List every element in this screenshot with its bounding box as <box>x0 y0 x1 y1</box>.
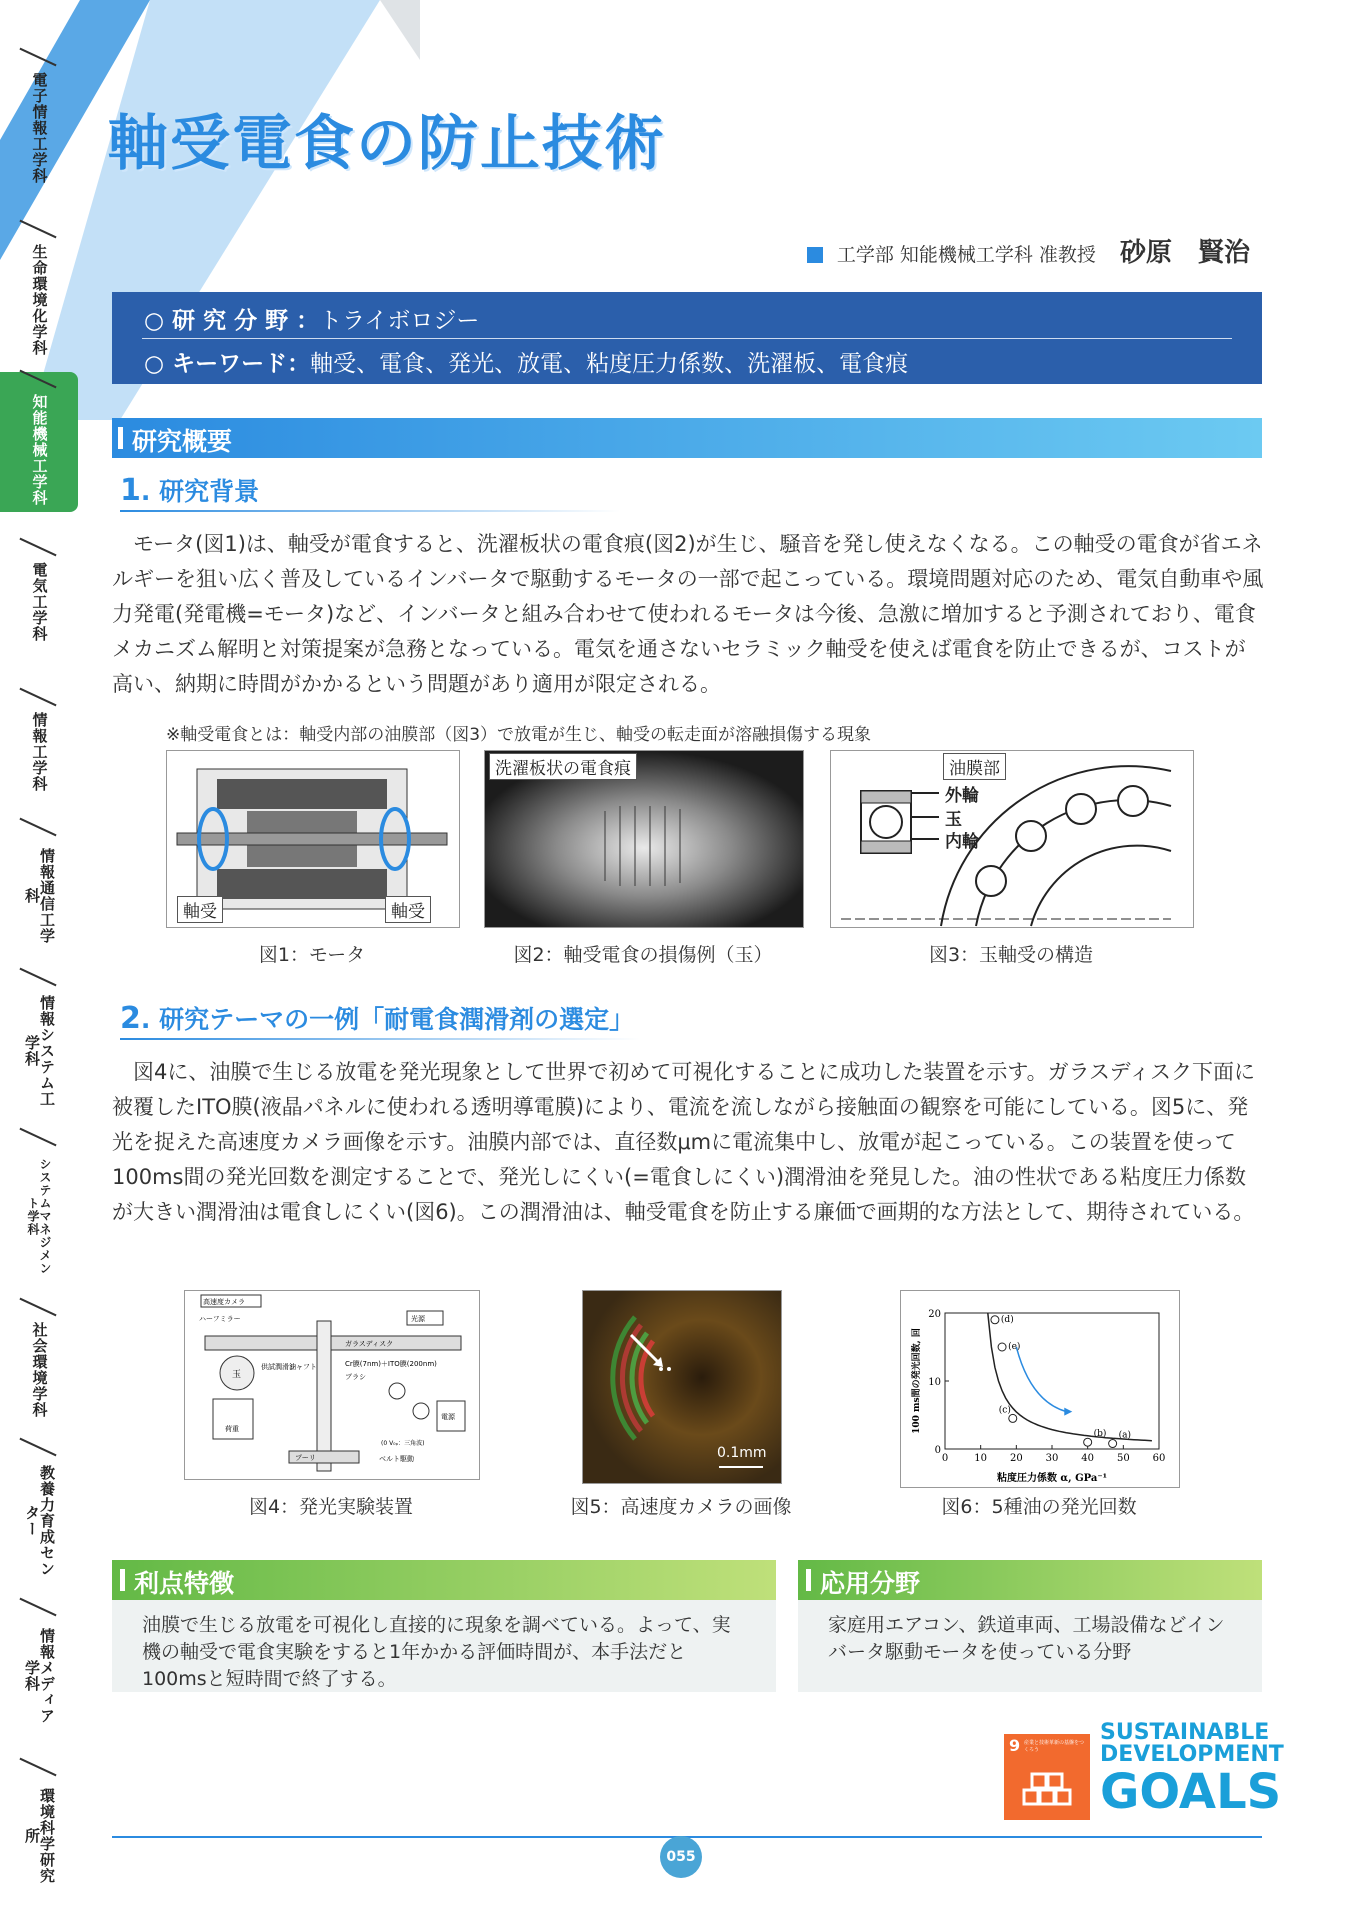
sidebar-item-label: 情報システム工学科 <box>23 995 56 1107</box>
sidebar-item-label: 社会環境学科 <box>30 1322 49 1418</box>
figure-3-bearing-structure <box>830 750 1194 928</box>
sidebar-item-6[interactable] <box>0 970 78 1110</box>
figure-3-caption: 図3：玉軸受の構造 <box>928 944 1094 966</box>
fig4-power-text: 電源 <box>441 1413 455 1421</box>
x-tick-label: 60 <box>1152 1453 1166 1464</box>
sidebar-item-label: 情報メディア学科 <box>23 1628 56 1724</box>
y-tick-label: 10 <box>928 1377 941 1388</box>
sidebar-item-label: 情報工学科 <box>30 712 49 792</box>
data-point <box>998 1343 1006 1351</box>
sidebar-item-5[interactable] <box>0 820 78 950</box>
fig4-coating-text: Cr膜(7nm)＋ITO膜(200nm) <box>345 1360 437 1368</box>
figure-1-motor <box>166 750 460 928</box>
keyword-value: 軸受、電食、発光、放電、粘度圧力係数、洗濯板、電食痕 <box>310 351 909 377</box>
sidebar-item-2[interactable] <box>0 372 78 512</box>
fig2-label: 洗濯板状の電食痕 <box>489 753 637 780</box>
y-tick-label: 20 <box>928 1309 941 1320</box>
figure-2-caption: 図2：軸受電食の損傷例（玉） <box>513 944 773 966</box>
keyword-row: ○ キーワード：軸受、電食、発光、放電、粘度圧力係数、洗濯板、電食痕 <box>144 351 909 377</box>
sidebar-item-label: システムマネジメント学科 <box>26 1157 52 1275</box>
research-info-box <box>112 292 1262 384</box>
data-point <box>1084 1438 1092 1446</box>
sidebar-item-0[interactable] <box>0 50 78 200</box>
figure-6-caption: 図6：5種油の発光回数 <box>941 1496 1137 1518</box>
x-tick-label: 50 <box>1116 1453 1130 1464</box>
figure-4-apparatus <box>184 1290 480 1480</box>
data-point-label: (d) <box>1000 1314 1014 1325</box>
figure-5-camera-image <box>582 1290 782 1484</box>
electrolytic-note: ※軸受電食とは：軸受内部の油膜部（図3）で放電が生じ、軸受の転走面が溶融損傷する現象 <box>166 725 872 745</box>
section1-body: モータ(図1)は、軸受が電食すると、洗濯板状の電食痕(図2)が生じ、騒音を発し使えなくなる。この軸受の電食が省エネルギーを狙い広く普及しているインバータで駆動するモータの一部で起こっている。環境問題対応のため、電気自動車や風力発電(発電機=モータ)など、インバータと組み合わせて使われるモータは今後、急激に増加すると予測されており、電食メカニズム解明と対策提案が急務となっている。電気を通さないセラミック軸受を使えば電食を防止できるが、コストが高い、納期に時間がかかるという問題があり適用が限定される。 <box>112 532 1264 696</box>
fig4-light-text: 光源 <box>411 1315 425 1323</box>
research-field-value: トライボロジー <box>319 308 480 334</box>
x-tick-label: 0 <box>941 1453 949 1464</box>
sdg-goal-9-icon: 9 産業と技術革新の基盤をつくろう <box>1004 1734 1090 1820</box>
x-tick-label: 30 <box>1045 1453 1059 1464</box>
author-name: 砂原 賢治 <box>1119 238 1250 268</box>
sidebar-item-7[interactable] <box>0 1130 78 1280</box>
section1-heading: 1. 研究背景 <box>120 472 259 508</box>
fig1-bearing-label-right: 軸受 <box>385 896 431 923</box>
overview-band <box>112 418 1262 458</box>
sidebar-item-label: 知能機械工学科 <box>30 394 49 506</box>
section2-body: 図4に、油膜で生じる放電を発光現象として世界で初めて可視化することに成功した装置を示す。ガラスディスク下面に被覆したITO膜(液晶パネルに使われる透明導電膜)により、電流を流しながら接触面の観察を可能にしている。図5に、発光を捉えた高速度カメラ画像を示す。油膜内部では、直径数μmに電流集中し、放電が起こっている。この装置を使って100ms間の発光回数を測定することで、発光しにくい(=電食しにくい)潤滑油を発見した。油の性状である粘度圧力係数が大きい潤滑油は電食しにくい(図6)。この潤滑油は、軸受電食を防止する廉価で画期的な方法として、期待されている。 <box>112 1060 1255 1224</box>
data-point-label: (b) <box>1093 1429 1107 1440</box>
data-point <box>1009 1414 1017 1422</box>
figure-6-chart <box>900 1290 1180 1488</box>
sidebar-item-label: 環境科学研究所 <box>23 1788 56 1884</box>
x-tick-label: 40 <box>1081 1453 1095 1464</box>
fig4-load-text: 荷重 <box>225 1425 239 1433</box>
merit-body: 油膜で生じる放電を可視化し直接的に現象を調べている。よって、実機の軸受で電食実験をすると1年かかる評価時間が、本手法だと100msと短時間で終了する。 <box>112 1600 776 1692</box>
fig3-ball-label: 玉 <box>945 810 962 830</box>
trend-arrow-icon <box>1016 1347 1066 1412</box>
data-point <box>1109 1440 1117 1448</box>
overview-heading: 研究概要 <box>132 427 233 456</box>
sidebar-item-label: 情報通信工学科 <box>23 848 56 944</box>
x-tick-label: 10 <box>974 1453 988 1464</box>
y-tick-label: 0 <box>934 1445 941 1456</box>
fig4-camera-text: 高速度カメラ <box>203 1298 245 1306</box>
figure-2-damage-photo <box>484 750 804 928</box>
sidebar-item-4[interactable] <box>0 690 78 800</box>
page-number: 055 <box>660 1836 702 1878</box>
fig5-scale-label: 0.1mm <box>717 1445 767 1461</box>
sidebar-item-11[interactable] <box>0 1760 78 1890</box>
application-header: 応用分野 <box>798 1560 1262 1600</box>
trend-arrowhead-icon <box>1064 1408 1072 1416</box>
fig4-ball-text: 玉 <box>232 1370 242 1380</box>
sidebar-item-3[interactable] <box>0 540 78 660</box>
figure-5-caption: 図5：高速度カメラの画像 <box>570 1496 792 1518</box>
page-title: 軸受電食の防止技術 <box>108 109 666 179</box>
chart-frame <box>945 1313 1159 1449</box>
sidebar-item-8[interactable] <box>0 1300 78 1420</box>
fig4-pulley-text: プーリ <box>295 1454 316 1462</box>
fig4-voltage-text: (0 V₀ₚ：三角波) <box>381 1440 425 1447</box>
fig3-outer-ring-label: 外輪 <box>945 786 979 806</box>
sidebar-item-label: 電気工学科 <box>30 562 49 642</box>
sidebar-item-9[interactable] <box>0 1440 78 1580</box>
application-body: 家庭用エアコン、鉄道車両、工場設備などインバータ駆動モータを使っている分野 <box>798 1600 1262 1692</box>
fig3-oilfilm-label: 油膜部 <box>943 753 1006 780</box>
section2-heading: 2. 研究テーマの一例「耐電食潤滑剤の選定」 <box>120 1000 634 1036</box>
research-field-row: ○ 研 究 分 野 ：トライボロジー <box>144 308 480 334</box>
sidebar-item-1[interactable] <box>0 222 78 362</box>
sidebar-item-label: 教養力育成センター <box>23 1465 56 1577</box>
info-divider <box>142 338 1232 339</box>
y-axis-label: 100 ms間の発光回数, 回 <box>912 1328 922 1434</box>
fig3-inner-ring-label: 内輪 <box>945 832 979 852</box>
fig4-disk-text: ガラスディスク <box>345 1340 394 1348</box>
x-tick-label: 20 <box>1009 1453 1023 1464</box>
author-line <box>807 232 1250 269</box>
figure-1-caption: 図1：モータ <box>258 944 366 966</box>
data-point-label: (c) <box>998 1405 1011 1416</box>
figure-4-caption: 図4：発光実験装置 <box>248 1496 414 1518</box>
author-affiliation: 工学部 知能機械工学科 准教授 <box>836 244 1096 266</box>
sidebar-item-label: 生命環境化学科 <box>30 244 49 356</box>
fig4-brush-text: ブラシ <box>345 1373 366 1381</box>
sdg-logo: SUSTAINABLE DEVELOPMENT GOALS <box>1100 1720 1284 1820</box>
square-bullet-icon <box>807 247 823 263</box>
sidebar-item-label: 電子情報工学科 <box>30 72 49 184</box>
fig4-half-mirror-text: ハーフミラー <box>199 1315 241 1323</box>
sidebar-item-10[interactable] <box>0 1600 78 1730</box>
merit-header: 利点特徴 <box>112 1560 776 1600</box>
data-point-label: (e) <box>1008 1342 1021 1352</box>
data-point <box>991 1316 999 1324</box>
fig4-belt-text: ベルト駆動 <box>379 1455 414 1463</box>
data-point-label: (a) <box>1118 1430 1132 1441</box>
fig1-bearing-label-left: 軸受 <box>177 896 223 923</box>
fig4-sample-oil-text: 供試潤滑油 <box>261 1363 296 1371</box>
x-axis-label: 粘度圧力係数 α, GPa⁻¹ <box>996 1473 1108 1484</box>
fig4-shaft-text: シャフト <box>289 1363 317 1371</box>
